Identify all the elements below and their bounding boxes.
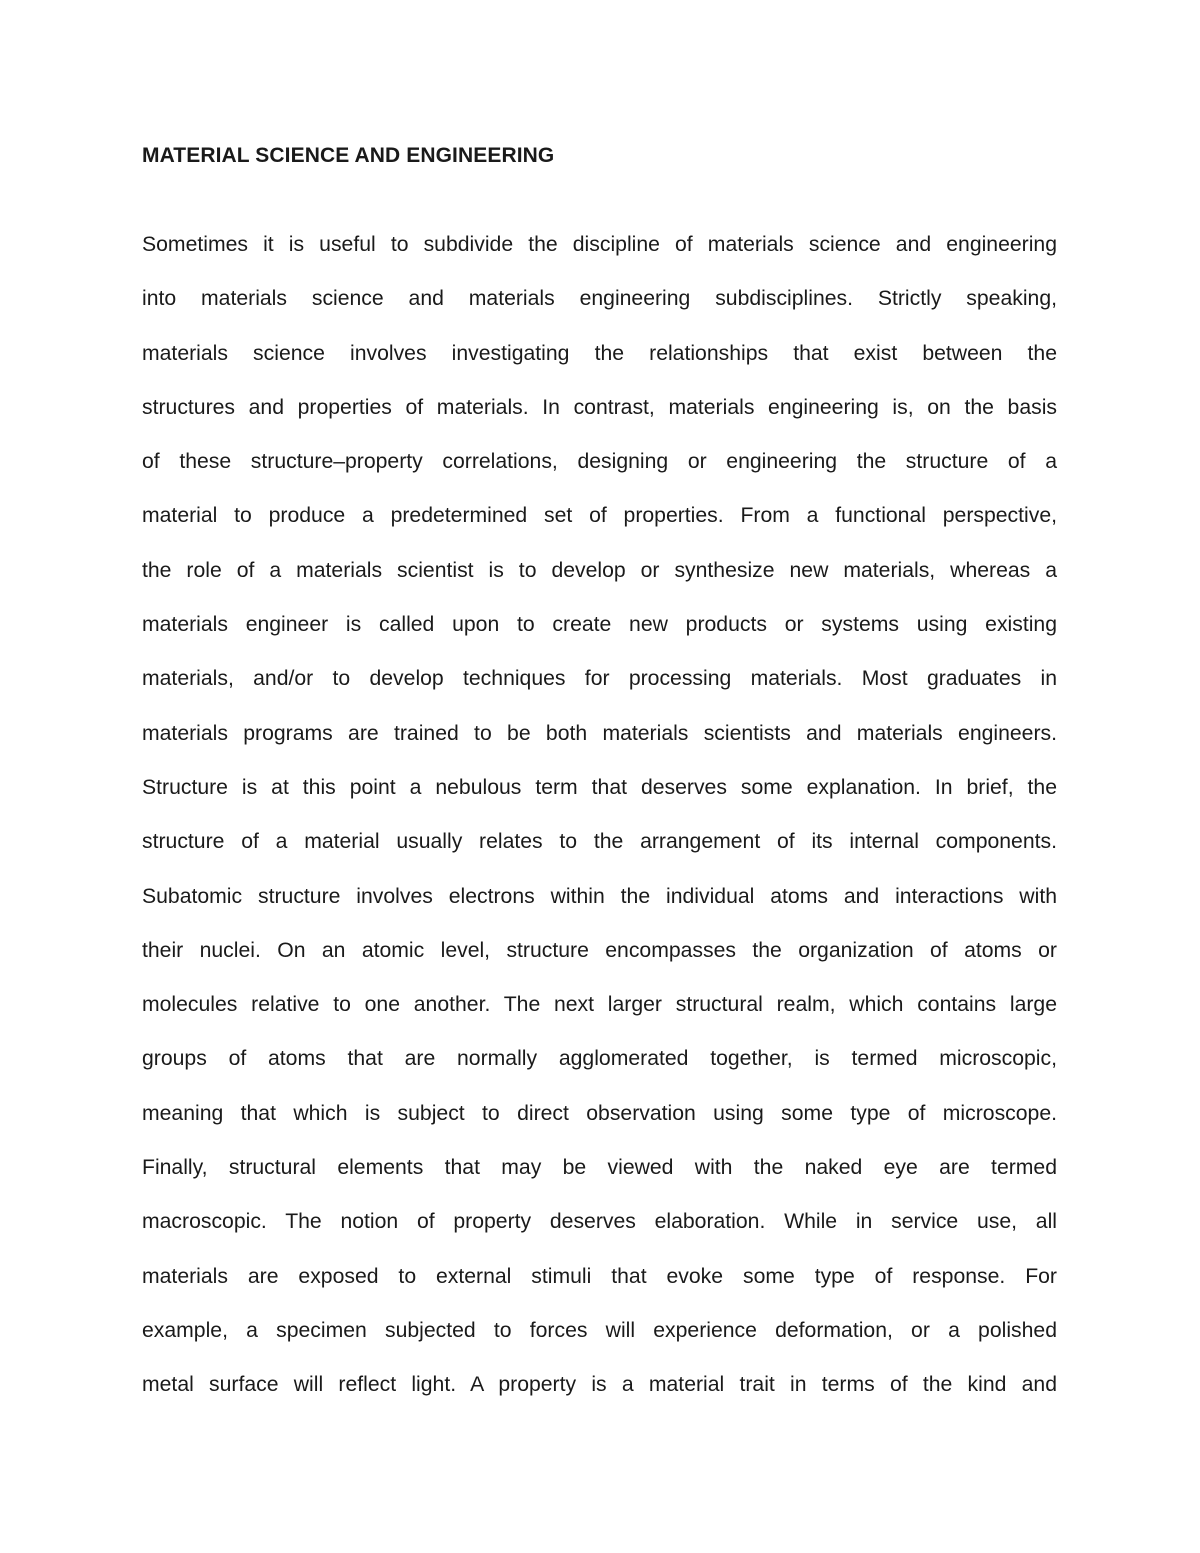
body-line: groups of atoms that are normally agglomerated together, is termed microscopic, — [142, 1047, 1057, 1071]
body-line: Finally, structural elements that may be viewed with the naked eye are termed — [142, 1156, 1057, 1180]
body-line: their nuclei. On an atomic level, structure encompasses the organization of atoms or — [142, 938, 1057, 962]
document-body — [142, 228, 1057, 1423]
body-line: materials, and/or to develop techniques for processing materials. Most graduates in — [142, 667, 1057, 691]
body-line: metal surface will reflect light. A property is a material trait in terms of the kind and — [142, 1373, 1057, 1397]
body-line: into materials science and materials engineering subdisciplines. Strictly speaking, — [142, 287, 1057, 311]
document-heading: MATERIAL SCIENCE AND ENGINEERING — [142, 144, 555, 167]
body-line: example, a specimen subjected to forces will experience deformation, or a polished — [142, 1318, 1057, 1342]
body-line: Subatomic structure involves electrons within the individual atoms and interactions with — [142, 884, 1057, 908]
body-line: materials science involves investigating the relationships that exist between the — [142, 341, 1057, 365]
body-line: of these structure–property correlations, designing or engineering the structure of a — [142, 450, 1057, 474]
body-line: materials programs are trained to be both materials scientists and materials engineers. — [142, 721, 1057, 745]
body-line: molecules relative to one another. The next larger structural realm, which contains large — [142, 993, 1057, 1017]
body-line: materials engineer is called upon to create new products or systems using existing — [142, 613, 1057, 637]
body-line: Structure is at this point a nebulous term that deserves some explanation. In brief, the — [142, 775, 1057, 799]
body-line: macroscopic. The notion of property deserves elaboration. While in service use, all — [142, 1210, 1057, 1234]
body-line: the role of a materials scientist is to develop or synthesize new materials, whereas a — [142, 558, 1057, 582]
body-line: material to produce a predetermined set of properties. From a functional perspective, — [142, 504, 1057, 528]
body-line: structure of a material usually relates to the arrangement of its internal components. — [142, 830, 1057, 854]
body-line: Sometimes it is useful to subdivide the discipline of materials science and engineering — [142, 233, 1057, 256]
body-line: structures and properties of materials. In contrast, materials engineering is, on the basis — [142, 395, 1057, 419]
body-line: meaning that which is subject to direct observation using some type of microscope. — [142, 1101, 1057, 1125]
body-line: materials are exposed to external stimuli that evoke some type of response. For — [142, 1264, 1057, 1288]
